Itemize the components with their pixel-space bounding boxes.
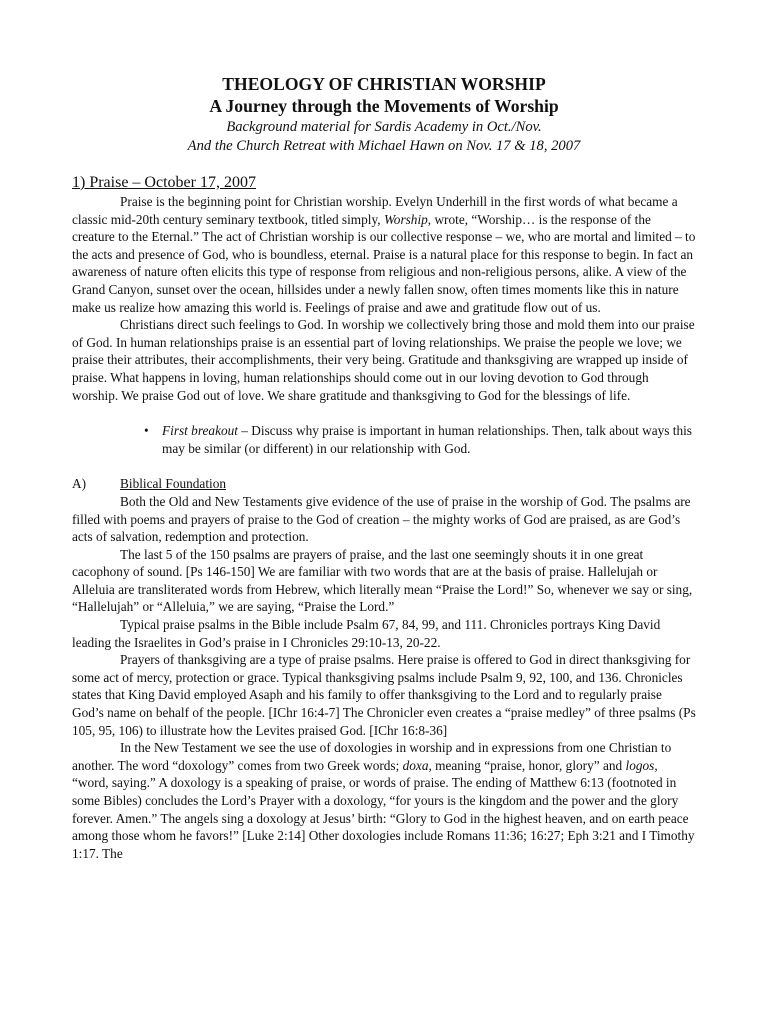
- subsection-heading: [72, 475, 696, 493]
- paragraph-7-term-logos: logos: [625, 757, 655, 773]
- paragraph-1-book-title: Worship: [383, 211, 428, 227]
- paragraph-7-text-b: , meaning “praise, honor, glory” and: [428, 757, 626, 773]
- paragraph-7: [72, 739, 696, 862]
- breakout-label: First breakout: [162, 423, 238, 439]
- paragraph-2: Christians direct such feelings to God. In worship we collectively bring those and mold them into our praise of God. In human relationships praise is an essential part of loving relationships. We praise the people we love; we praise their attributes, their accomplishments, their very being. Gratitude and thanksgiving are wrapped up inside of praise. What happens in loving, human relationships should come out in our loving devotion to God through worship. We praise God out of love. We share gratitude and thanksgiving to God for the blessings of life.: [72, 317, 695, 403]
- document-subtitle: A Journey through the Movements of Worship: [209, 96, 559, 116]
- paragraph-7-text-c: , “word, saying.” A doxology is a speaking of praise, or words of praise. The ending of Matthew 6:13 (footnoted in some Bibles) concludes the Lord’s Prayer with a doxology, “for yours is the kingdom and the power and the glory forever. Amen.” The angels sing a doxology at Jesus’ birth: “Glory to God in the highest heaven, and on earth peace among those whom he favors!” [Luke 2:14] Other doxologies include Romans 11:36; 16:27; Eph 3:21 and I Timothy 1:17. The: [72, 757, 695, 861]
- paragraph-5: Typical praise psalms in the Bible include Psalm 67, 84, 99, and 111. Chronicles portrays King David leading the Israelites in God’s praise in I Chronicles 29:10-13, 20-22.: [72, 617, 661, 650]
- paragraph-1-text-a: Praise is the beginning point for Christian worship. Evelyn Underhill in the first words of what became a classic mid-20th century seminary textbook, titled simply,: [72, 194, 678, 227]
- section-heading: 1) Praise – October 17, 2007: [72, 174, 256, 191]
- paragraph-3: Both the Old and New Testaments give evidence of the use of praise in the worship of God. The psalms are filled with poems and prayers of praise to the God of creation – the mighty works of God are praised, as are God’s acts of salvation, redemption and protection.: [72, 493, 691, 545]
- document-title: THEOLOGY OF CHRISTIAN WORSHIP: [222, 74, 546, 94]
- paragraph-7-term-doxa: doxa: [402, 757, 429, 773]
- subsection-letter: A): [72, 476, 87, 492]
- bullet-icon: •: [144, 423, 149, 439]
- breakout-text: – Discuss why praise is important in human relationships. Then, talk about ways this may be similar (or different) in our relationship with God.: [162, 423, 692, 456]
- document-note-line-2: And the Church Retreat with Michael Hawn on Nov. 17 & 18, 2007: [187, 138, 581, 154]
- subsection-title: Biblical Foundation: [120, 476, 226, 492]
- paragraph-1: [72, 193, 696, 316]
- paragraph-1-text-b: , wrote, “Worship… is the response of the creature to the Eternal.” The act of Christian worship is our collective response – we, who are mortal and limited – to the acts and presence of God, who is boundless, eternal. Praise is a natural place for this response to begin. In fact an awareness of nature often elicits this type of response from religious and non-religious persons, alike. A view of the Grand Canyon, sunset over the ocean, hillsides under a newly fallen snow, often times moments like this in nature make us realize how amazing this world is. Feelings of praise and awe and gratitude flow out of us.: [72, 211, 696, 315]
- document-note-line-1: Background material for Sardis Academy in Oct./Nov.: [226, 119, 542, 135]
- paragraph-4: The last 5 of the 150 psalms are prayers of praise, and the last one seemingly shouts it in one great cacophony of sound. [Ps 146-150] We are familiar with two words that are at the basis of praise. Hallelujah or Alleluia are transliterated words from Hebrew, which literally mean “Praise the Lord!” So, whenever we say or sing, “Hallelujah” or “Alleluia,” we are saying, “Praise the Lord.”: [72, 546, 693, 615]
- breakout-bullet: [72, 422, 696, 457]
- paragraph-6: Prayers of thanksgiving are a type of praise psalms. Here praise is offered to God in direct thanksgiving for some act of mercy, protection or grace. Typical thanksgiving psalms include Psalm 9, 92, 100, and 136. Chronicles states that King David employed Asaph and his family to offer thanksgiving to the Lord and to regularly praise God’s name on behalf of the people. [IChr 16:4-7] The Chronicler even creates a “praise medley” of three psalms (Ps 105, 95, 106) to illustrate how the Levites praised God. [IChr 16:8-36]: [72, 652, 696, 738]
- paragraph-7-text-a: In the New Testament we see the use of doxologies in worship and in expressions from one Christian to another. The word “doxology” comes from two Greek words;: [72, 740, 672, 773]
